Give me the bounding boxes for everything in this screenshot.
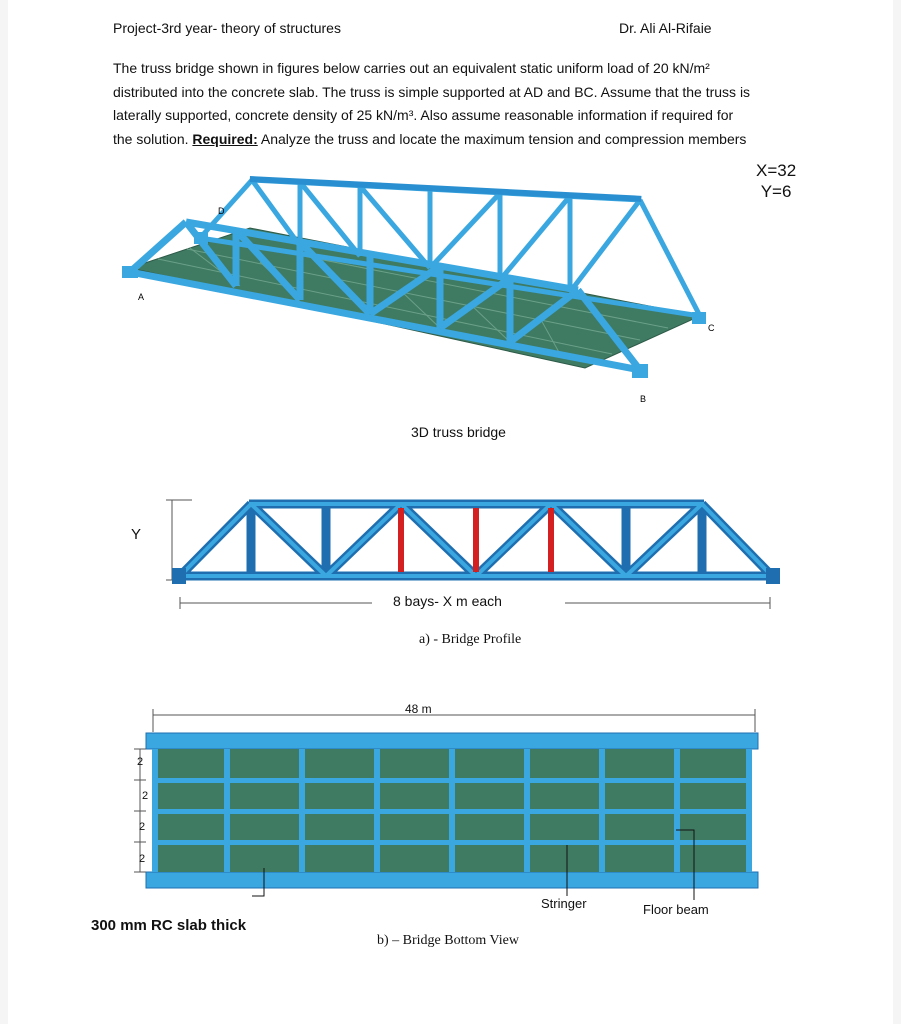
profile-y-label: Y [131, 526, 142, 543]
spacing-label-2: 2 [142, 790, 149, 802]
problem-line-3: laterally supported, concrete density of 25 kN/m³. Also assume reasonable information if required for [113, 107, 734, 123]
problem-line-4-start: the solution. [113, 130, 193, 147]
param-y: Y=6 [760, 182, 792, 201]
problem-line-4-end: Analyze the truss and locate the maximum tension and compression members [257, 130, 747, 147]
profile-bays-label: 8 bays- X m each [393, 593, 502, 609]
bottom-chord-plan [146, 872, 758, 888]
node-label-b: B [640, 394, 647, 404]
caption-3d: 3D truss bridge [411, 424, 506, 440]
floor-beam-label: Floor beam [643, 902, 709, 917]
stringer-label: Stringer [541, 896, 587, 911]
caption-profile: a) - Bridge Profile [419, 632, 522, 647]
top-chord-plan [146, 733, 758, 749]
node-label-c: C [708, 323, 715, 333]
length-label: 48 m [405, 702, 432, 716]
header-project-title: Project-3rd year- theory of structures [113, 20, 341, 36]
problem-line-1: The truss bridge shown in figures below carries out an equivalent static uniform load of 20 kN/m² [113, 60, 710, 76]
slab-thickness-label: 300 mm RC slab thick [91, 917, 247, 934]
node-label-a: A [138, 292, 145, 302]
node-label-d: D [218, 206, 225, 216]
required-label: Required: [192, 130, 258, 147]
spacing-label-3: 2 [139, 821, 146, 833]
spacing-label-1: 2 [137, 756, 144, 768]
param-x: X=32 [756, 161, 797, 180]
problem-line-2: distributed into the concrete slab. The truss is simple supported at AD and BC. Assume that the truss is [113, 83, 751, 100]
header-author: Dr. Ali Al-Rifaie [619, 20, 712, 36]
spacing-label-4: 2 [139, 853, 146, 865]
caption-bottom-view: b) – Bridge Bottom View [377, 933, 520, 948]
